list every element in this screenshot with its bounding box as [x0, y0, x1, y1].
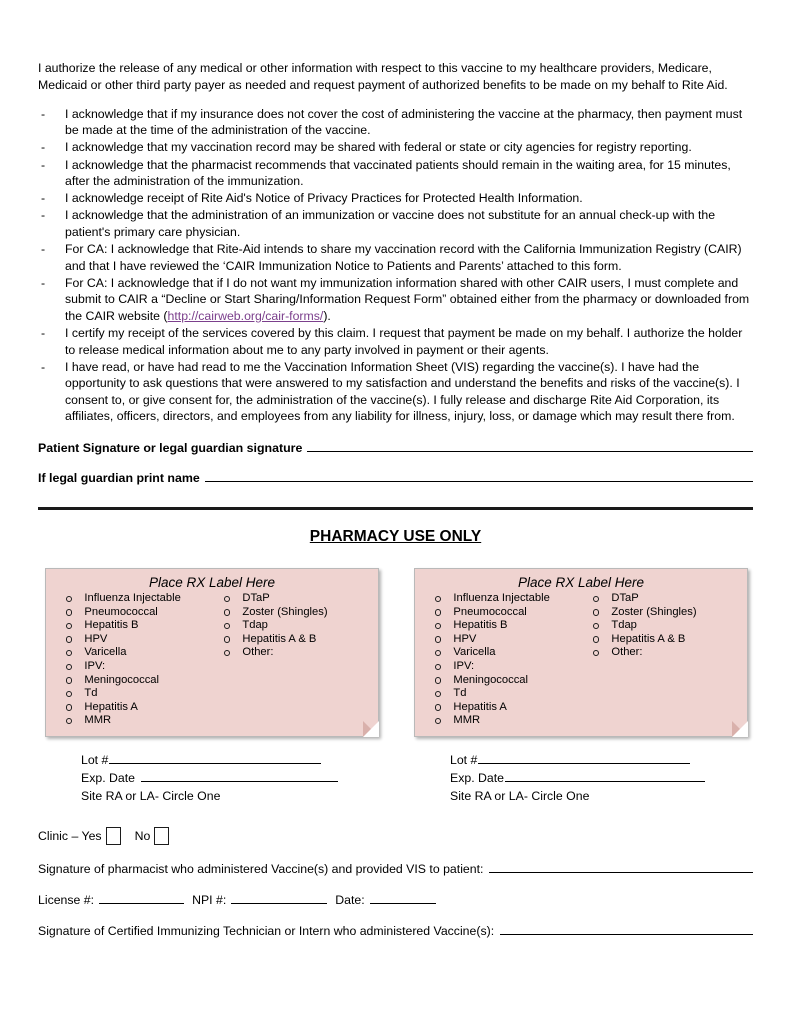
vaccine-option-label: IPV: — [453, 660, 475, 673]
vaccine-option[interactable] — [423, 646, 581, 660]
list-dash-marker: - — [41, 157, 46, 172]
circle-bullet-icon[interactable] — [224, 623, 230, 629]
rx-label-box-left[interactable] — [45, 568, 379, 737]
lot-details-left — [45, 751, 379, 805]
vaccine-option-label: Hepatitis A — [453, 700, 507, 713]
folded-corner-cover-icon — [732, 721, 748, 737]
circle-bullet-icon[interactable] — [593, 623, 599, 629]
vaccine-option[interactable] — [581, 592, 739, 606]
technician-signature-field[interactable] — [500, 922, 753, 935]
vaccine-option[interactable] — [54, 646, 212, 660]
vaccine-option-label: Varicella — [84, 646, 127, 659]
acknowledgement-item — [38, 157, 753, 190]
vaccine-option-label: Zoster (Shingles) — [611, 605, 697, 618]
vaccine-option-label: IPV: — [84, 660, 106, 673]
circle-bullet-icon[interactable] — [435, 596, 441, 602]
npi-label: NPI #: — [192, 893, 227, 907]
circle-bullet-icon[interactable] — [224, 650, 230, 656]
acknowledgement-text: I acknowledge receipt of Rite Aid's Notice of Privacy Practices for Protected Health Information. — [65, 191, 583, 206]
exp-date-line — [81, 769, 379, 787]
vaccine-option[interactable] — [54, 619, 212, 633]
circle-bullet-icon[interactable] — [435, 650, 441, 656]
circle-bullet-icon[interactable] — [224, 609, 230, 615]
circle-bullet-icon[interactable] — [66, 623, 72, 629]
vaccine-option-label: Hepatitis A & B — [611, 632, 686, 645]
vaccine-option-label: Varicella — [453, 646, 496, 659]
lot-number-label: Lot # — [450, 753, 478, 767]
license-npi-date-row — [38, 891, 753, 907]
acknowledgement-item-cair — [38, 275, 753, 325]
circle-bullet-icon[interactable] — [66, 718, 72, 724]
site-circle-label: Site RA or LA- Circle One — [81, 789, 221, 803]
acknowledgement-item — [38, 190, 753, 207]
vaccine-option-label: Pneumococcal — [453, 605, 527, 618]
vaccine-option-list — [423, 592, 581, 728]
license-field[interactable] — [99, 891, 184, 904]
vaccine-option-label: HPV — [84, 632, 108, 645]
acknowledgement-item — [38, 207, 753, 240]
vaccine-option[interactable] — [423, 633, 581, 647]
date-label: Date: — [335, 893, 365, 907]
vaccine-option[interactable] — [212, 633, 370, 647]
list-dash-marker: - — [41, 208, 46, 223]
vaccine-option-list — [54, 592, 212, 728]
acknowledgement-text: I acknowledge that my vaccination record may be shared with federal or state or city agencies for registry reporting. — [65, 140, 692, 155]
circle-bullet-icon[interactable] — [435, 704, 441, 710]
circle-bullet-icon[interactable] — [66, 636, 72, 642]
vaccine-option[interactable] — [212, 606, 370, 620]
acknowledgement-text: I acknowledge that the pharmacist recommends that vaccinated patients should remain in the waiting area, for 15 minutes, after the administration of the immunization. — [65, 157, 731, 189]
vaccine-option[interactable] — [423, 714, 581, 728]
clinic-yes-label: Clinic – Yes — [38, 829, 102, 843]
patient-signature-row — [38, 439, 753, 455]
circle-bullet-icon[interactable] — [435, 636, 441, 642]
circle-bullet-icon[interactable] — [66, 650, 72, 656]
vaccine-option-label: Hepatitis A & B — [242, 632, 317, 645]
vaccine-option-list — [581, 592, 739, 660]
vaccine-option[interactable] — [212, 646, 370, 660]
vaccine-option-label: Hepatitis B — [453, 619, 508, 632]
acknowledgement-item — [38, 106, 753, 139]
vaccine-option-label: Zoster (Shingles) — [242, 605, 328, 618]
circle-bullet-icon[interactable] — [593, 636, 599, 642]
vaccine-option-label: Tdap — [242, 619, 268, 632]
list-dash-marker: - — [41, 191, 46, 206]
vaccine-option-label: DTaP — [611, 592, 639, 605]
guardian-name-field[interactable] — [205, 469, 753, 482]
vaccine-option-label: Pneumococcal — [84, 605, 158, 618]
acknowledgement-text: I have read, or have had read to me the Vaccination Information Sheet (VIS) regarding the vaccine(s). I have had the opportunity to ask questions that were answered to my satisfaction and understand the benefits and risks of the vaccine(s). I consent to, or give consent for, the administration of the vaccine(s). I fully release and discharge Rite Aid Corporation, its affiliates, officers, directors, and employees from any liability for illness, injury, loss, or damage which may result there from. — [65, 359, 740, 424]
vaccine-option-label: MMR — [84, 714, 112, 727]
circle-bullet-icon[interactable] — [593, 650, 599, 656]
list-dash-marker: - — [41, 242, 46, 257]
vaccine-option[interactable] — [54, 660, 212, 674]
lot-number-line — [81, 751, 379, 769]
circle-bullet-icon[interactable] — [593, 596, 599, 602]
circle-bullet-icon[interactable] — [66, 677, 72, 683]
vaccine-option[interactable] — [54, 687, 212, 701]
circle-bullet-icon[interactable] — [66, 664, 72, 670]
site-circle-label: Site RA or LA- Circle One — [450, 789, 590, 803]
circle-bullet-icon[interactable] — [224, 636, 230, 642]
acknowledgement-item — [38, 359, 753, 425]
clinic-no-label: No — [134, 829, 151, 843]
pharmacy-use-only-title: PHARMACY USE ONLY — [309, 528, 482, 546]
list-dash-marker: - — [41, 359, 46, 374]
circle-bullet-icon[interactable] — [435, 718, 441, 724]
acknowledgement-text: I acknowledge that the administration of an immunization or vaccine does not substitute for an annual check-up with the patient's primary care physician. — [65, 208, 716, 239]
rx-box-title: Place RX Label Here — [517, 575, 645, 591]
vaccine-option[interactable] — [423, 701, 581, 715]
vaccine-option[interactable] — [423, 606, 581, 620]
rx-options-right-column — [212, 592, 370, 728]
vaccine-option[interactable] — [54, 606, 212, 620]
vaccine-option[interactable] — [581, 646, 739, 660]
vaccine-option-label: Tdap — [611, 619, 637, 632]
cair-forms-link[interactable]: http://cairweb.org/cair-forms/ — [167, 308, 324, 323]
acknowledgement-item — [38, 139, 753, 156]
npi-field[interactable] — [231, 891, 327, 904]
vaccine-option[interactable] — [54, 674, 212, 688]
vaccine-option-label: Influenza Injectable — [84, 592, 181, 605]
license-label: License #: — [38, 893, 95, 907]
acknowledgement-text-before-link: For CA: I acknowledge that if I do not want my immunization information shared with other CAIR users, I must complete and submit to CAIR a “Decline or Start Sharing/Information Request Form” obtained either from the pharmacy or downloaded from the CAIR website ( — [65, 275, 750, 323]
patient-signature-field[interactable] — [307, 439, 753, 452]
vaccine-option[interactable] — [212, 619, 370, 633]
vaccine-option-list — [212, 592, 370, 660]
patient-signature-label: Patient Signature or legal guardian signature — [38, 441, 303, 456]
rx-options-right-column — [581, 592, 739, 728]
circle-bullet-icon[interactable] — [66, 609, 72, 615]
pharmacist-signature-field[interactable] — [489, 860, 753, 873]
exp-date-label: Exp. Date — [81, 771, 135, 785]
acknowledgement-text: I acknowledge that if my insurance does not cover the cost of administering the vaccine at the pharmacy, then payment must be made at the time of the administration of the vaccine. — [65, 106, 743, 138]
vaccine-option-label: HPV — [453, 632, 477, 645]
vaccine-option[interactable] — [54, 592, 212, 606]
vaccine-option-label: Meningococcal — [84, 673, 160, 686]
circle-bullet-icon[interactable] — [435, 691, 441, 697]
pharmacist-form-section — [38, 827, 753, 938]
lot-number-field[interactable] — [109, 751, 321, 764]
circle-bullet-icon[interactable] — [66, 704, 72, 710]
circle-bullet-icon[interactable] — [435, 623, 441, 629]
section-divider — [38, 507, 753, 510]
rx-options-left-column — [54, 592, 212, 728]
guardian-name-label: If legal guardian print name — [38, 471, 200, 486]
pharmacist-signature-label: Signature of pharmacist who administered Vaccine(s) and provided VIS to patient: — [38, 862, 484, 876]
clinic-no-checkbox[interactable] — [154, 827, 169, 845]
vaccine-option[interactable] — [54, 701, 212, 715]
vaccine-option[interactable] — [423, 674, 581, 688]
acknowledgement-list — [38, 106, 753, 425]
list-dash-marker: - — [41, 140, 46, 155]
vaccine-option[interactable] — [212, 592, 370, 606]
rx-box-title: Place RX Label Here — [148, 575, 276, 591]
vaccine-option[interactable] — [581, 633, 739, 647]
circle-bullet-icon[interactable] — [66, 596, 72, 602]
exp-date-line — [450, 769, 748, 787]
rx-label-boxes-row — [38, 568, 753, 737]
exp-date-label: Exp. Date — [450, 771, 504, 785]
acknowledgement-text: For CA: I acknowledge that Rite-Aid intends to share my vaccination record with the California Immunization Registry (CAIR) and that I have reviewed the ‘CAIR Immunization Notice to Patients and Parents’ attached to this form. — [65, 242, 742, 273]
acknowledgement-item — [38, 325, 753, 358]
circle-bullet-icon[interactable] — [435, 664, 441, 670]
vaccine-option-label: Td — [84, 687, 98, 700]
circle-bullet-icon[interactable] — [66, 691, 72, 697]
vaccine-option-label: Td — [453, 687, 467, 700]
vaccine-option[interactable] — [423, 687, 581, 701]
circle-bullet-icon[interactable] — [435, 609, 441, 615]
circle-bullet-icon[interactable] — [224, 596, 230, 602]
lot-number-label: Lot # — [81, 753, 109, 767]
vaccine-option-label: MMR — [453, 714, 481, 727]
lot-details-row — [38, 751, 753, 805]
vaccine-option-label: Hepatitis A — [84, 700, 138, 713]
exp-date-field[interactable] — [141, 769, 338, 782]
vaccine-option[interactable] — [423, 660, 581, 674]
vaccine-option-label: Influenza Injectable — [453, 592, 550, 605]
list-dash-marker: - — [41, 275, 46, 290]
folded-corner-cover-icon — [363, 721, 379, 737]
date-field[interactable] — [370, 891, 436, 904]
vaccine-option-label: Meningococcal — [453, 673, 529, 686]
rx-label-box-right[interactable] — [414, 568, 748, 737]
consent-intro-paragraph: I authorize the release of any medical or other information with respect to this vaccine to my healthcare providers, Medicare, Medicaid or other third party payer as needed and request payment of authorized benefits to be made on my behalf to Rite Aid. — [38, 61, 728, 92]
vaccine-option[interactable] — [581, 619, 739, 633]
list-dash-marker: - — [41, 326, 46, 340]
lot-number-line — [450, 751, 748, 769]
pharmacist-signature-row — [38, 860, 753, 876]
vaccine-option[interactable] — [423, 592, 581, 606]
vaccine-option-label: DTaP — [242, 592, 270, 605]
vaccine-option[interactable] — [54, 714, 212, 728]
acknowledgement-item — [38, 241, 753, 274]
vaccine-option-label: Other: — [611, 646, 643, 659]
vaccine-option[interactable] — [581, 606, 739, 620]
list-dash-marker: - — [41, 106, 46, 121]
exp-date-field[interactable] — [505, 769, 705, 782]
acknowledgement-text-after-link: ). — [323, 308, 331, 323]
circle-bullet-icon[interactable] — [593, 609, 599, 615]
lot-number-field[interactable] — [478, 751, 690, 764]
rx-options-columns — [54, 592, 370, 728]
vaccine-option[interactable] — [54, 633, 212, 647]
clinic-yes-checkbox[interactable] — [106, 827, 121, 845]
vaccine-option-label: Hepatitis B — [84, 619, 139, 632]
circle-bullet-icon[interactable] — [435, 677, 441, 683]
technician-signature-row — [38, 922, 753, 938]
lot-details-right — [414, 751, 748, 805]
guardian-name-row — [38, 469, 753, 485]
clinic-row — [38, 827, 753, 845]
rx-options-columns — [423, 592, 739, 728]
vaccine-option-label: Other: — [242, 646, 274, 659]
vaccine-option[interactable] — [423, 619, 581, 633]
acknowledgement-text: I certify my receipt of the services covered by this claim. I request that payment be made on my behalf. I authorize the holder to release medical information about me to any party involved in payment or their agents. — [65, 326, 743, 357]
rx-options-left-column — [423, 592, 581, 728]
technician-signature-label: Signature of Certified Immunizing Technician or Intern who administered Vaccine(s): — [38, 924, 495, 938]
